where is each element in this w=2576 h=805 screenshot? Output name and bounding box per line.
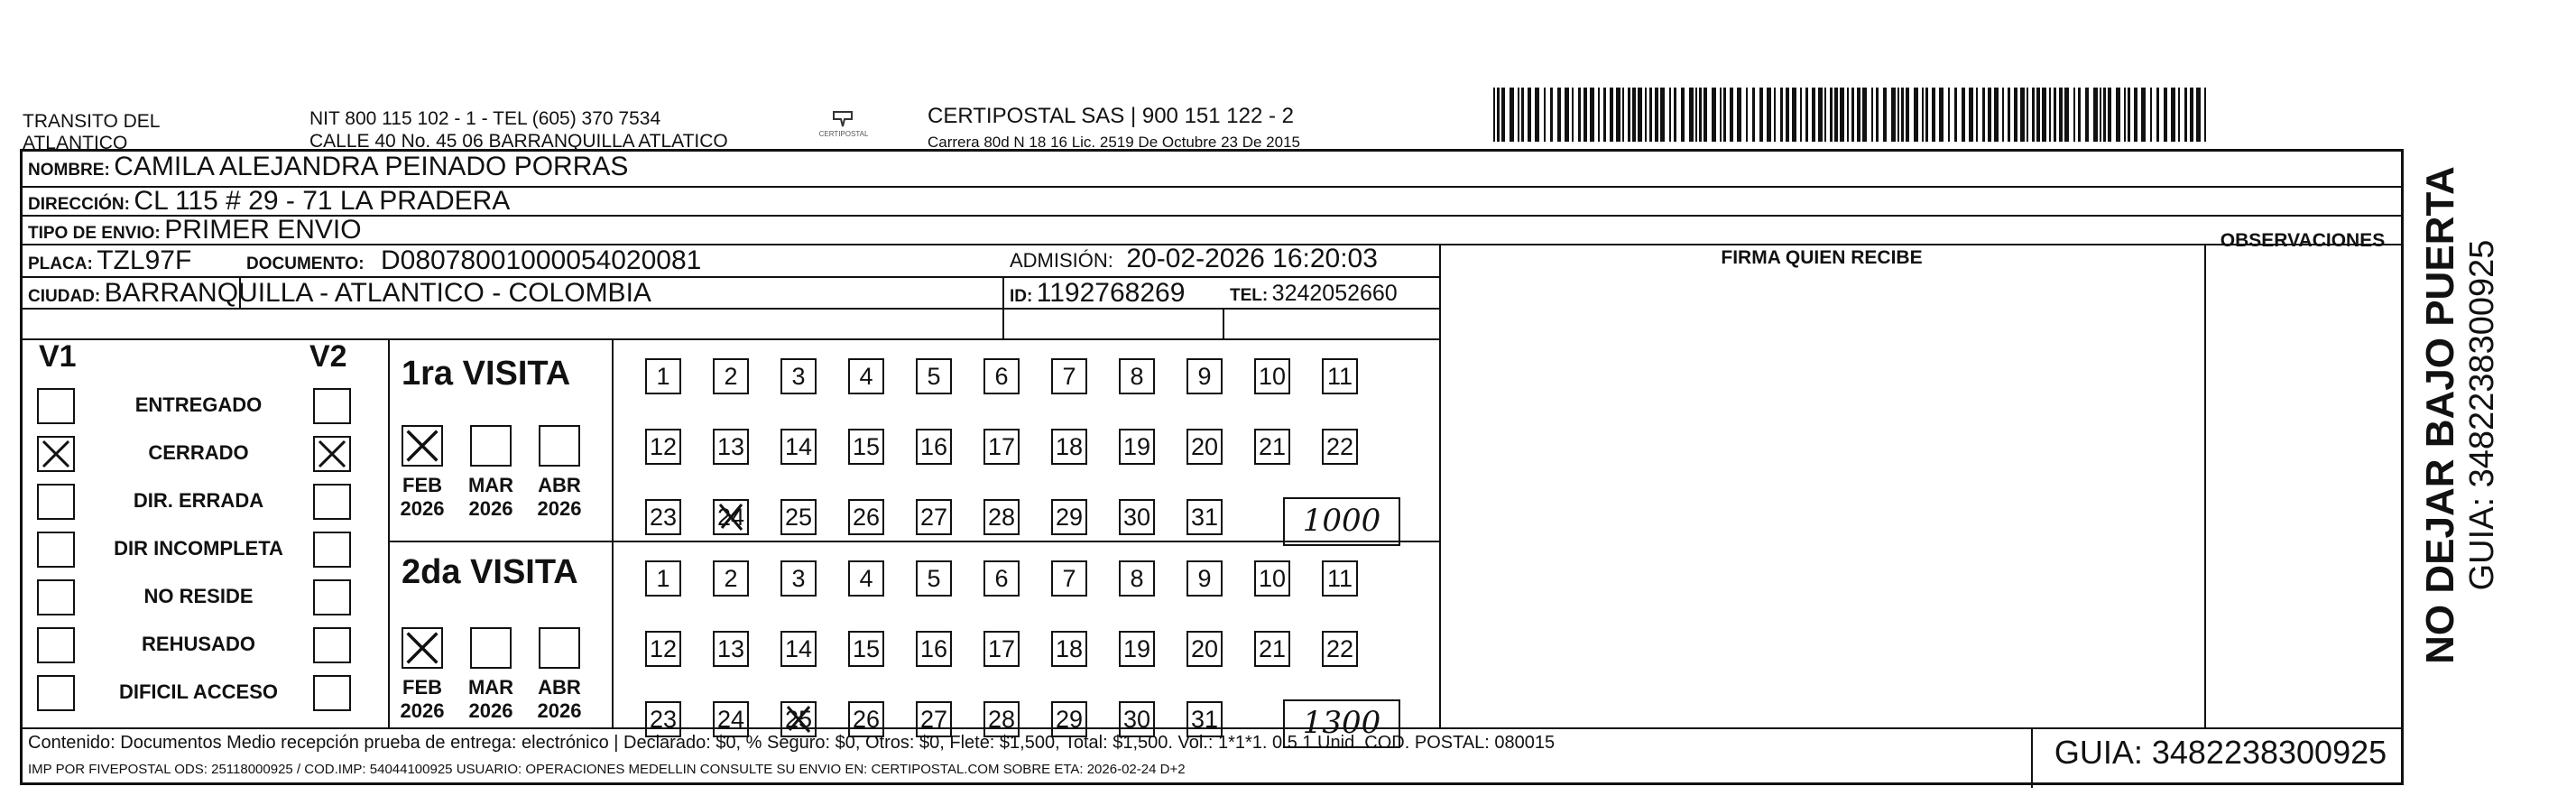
second-day-9: 9 bbox=[1186, 560, 1223, 597]
v2-checkbox bbox=[313, 484, 351, 520]
second-day-30: 30 bbox=[1119, 701, 1155, 737]
certipostal-logo-text: CERTIPOSTAL bbox=[818, 130, 869, 138]
second-visit-time: 1300 bbox=[1283, 699, 1400, 748]
barcode-bar bbox=[2049, 88, 2051, 142]
barcode-bar bbox=[1660, 88, 1665, 142]
documento-value: D08078001000054020081 bbox=[381, 245, 702, 275]
first-day-25: 25 bbox=[780, 499, 817, 535]
tel-label: TEL: bbox=[1230, 286, 1269, 305]
v1-label: V1 bbox=[39, 339, 77, 374]
barcode-bar bbox=[2059, 88, 2063, 142]
status-label: NO RESIDE bbox=[143, 585, 254, 607]
second-day-17: 17 bbox=[983, 631, 1020, 667]
barcode-bar bbox=[1994, 88, 1999, 142]
second-day-16: 16 bbox=[916, 631, 952, 667]
nombre-label: NOMBRE: bbox=[28, 161, 110, 180]
second-day-21: 21 bbox=[1254, 631, 1290, 667]
first-day-27: 27 bbox=[916, 499, 952, 535]
first-day-16: 16 bbox=[916, 429, 952, 465]
barcode-bar bbox=[1988, 88, 1991, 142]
second-day-10: 10 bbox=[1254, 560, 1290, 597]
barcode-bar bbox=[1901, 88, 1904, 142]
barcode-bar bbox=[1976, 88, 1978, 142]
status-label: DIR INCOMPLETA bbox=[114, 537, 283, 560]
barcode-bar bbox=[2014, 88, 2017, 142]
address-line: CALLE 40 No. 45 06 BARRANQUILLA ATLATICO bbox=[309, 131, 728, 152]
first-day-14: 14 bbox=[780, 429, 817, 465]
barcode-bar bbox=[1780, 88, 1783, 142]
second-day-3: 3 bbox=[780, 560, 817, 597]
second-year-label: 2026 bbox=[537, 699, 582, 722]
barcode-bar bbox=[1695, 88, 1697, 142]
barcode-bar bbox=[2171, 88, 2175, 142]
second-month-box-mar bbox=[470, 627, 512, 669]
second-day-29: 29 bbox=[1051, 701, 1087, 737]
barcode-bar bbox=[2124, 88, 2126, 142]
v1-checkbox bbox=[37, 675, 75, 711]
id-field bbox=[1010, 278, 1185, 309]
documento-field bbox=[246, 245, 701, 276]
first-day-15: 15 bbox=[848, 429, 884, 465]
delivery-form bbox=[20, 149, 2404, 785]
barcode-bar bbox=[2008, 88, 2010, 142]
barcode-bar bbox=[1969, 88, 1973, 142]
tipo-envio-label: TIPO DE ENVIO: bbox=[28, 224, 161, 243]
barcode-bar bbox=[1746, 88, 1748, 142]
id-label: ID: bbox=[1010, 287, 1033, 306]
admision-label: ADMISIÓN: bbox=[1010, 249, 1113, 272]
barcode-bar bbox=[1851, 88, 1854, 142]
barcode-bar bbox=[1840, 88, 1844, 142]
barcode-bar bbox=[1578, 88, 1581, 142]
barcode-bar bbox=[1674, 88, 1676, 142]
courier-address: Carrera 80d N 18 16 Lic. 2519 De Octubre 23 De 2015 bbox=[928, 134, 1300, 151]
second-day-23: 23 bbox=[645, 701, 681, 737]
barcode-bar bbox=[1737, 88, 1741, 142]
barcode-bar bbox=[1518, 88, 1519, 142]
documento-label: DOCUMENTO: bbox=[246, 254, 365, 273]
tel-value: 3242052660 bbox=[1271, 281, 1398, 306]
second-day-7: 7 bbox=[1051, 560, 1087, 597]
barcode-bar bbox=[2128, 88, 2130, 142]
first-month-box-feb bbox=[402, 425, 443, 467]
barcode-bar bbox=[2020, 88, 2025, 142]
barcode-bar bbox=[1689, 88, 1694, 142]
first-day-13: 13 bbox=[713, 429, 749, 465]
status-label: DIR. ERRADA bbox=[133, 489, 264, 512]
first-day-21: 21 bbox=[1254, 429, 1290, 465]
guia-box: GUIA: 3482238300925 bbox=[2054, 734, 2387, 771]
barcode-bar bbox=[1800, 88, 1802, 142]
barcode-bar bbox=[2164, 88, 2167, 142]
first-day-22: 22 bbox=[1322, 429, 1358, 465]
barcode-bar bbox=[2085, 88, 2089, 142]
barcode-bar bbox=[1544, 88, 1546, 142]
barcode-bar bbox=[1812, 88, 1815, 142]
v2-checkbox bbox=[313, 675, 351, 711]
barcode-bar bbox=[1501, 88, 1505, 142]
v1-checkbox bbox=[37, 388, 75, 424]
barcode-bar bbox=[2150, 88, 2152, 142]
v1-checkbox bbox=[37, 532, 75, 568]
second-day-5: 5 bbox=[916, 560, 952, 597]
direccion-value: CL 115 # 29 - 71 LA PRADERA bbox=[134, 186, 511, 216]
barcode-bar bbox=[1906, 88, 1909, 142]
barcode-bar bbox=[1649, 88, 1652, 142]
second-year-label: 2026 bbox=[400, 699, 445, 722]
barcode-bar bbox=[1767, 88, 1771, 142]
barcode-bar bbox=[2190, 88, 2193, 142]
second-day-27: 27 bbox=[916, 701, 952, 737]
first-day-19: 19 bbox=[1119, 429, 1155, 465]
barcode-bar bbox=[2042, 88, 2046, 142]
barcode-bar bbox=[1535, 88, 1539, 142]
first-day-20: 20 bbox=[1186, 429, 1223, 465]
barcode-bar bbox=[2156, 88, 2159, 142]
first-day-1: 1 bbox=[645, 358, 681, 394]
barcode-bar bbox=[2078, 88, 2081, 142]
barcode-bar bbox=[1752, 88, 1755, 142]
barcode-bar bbox=[1655, 88, 1658, 142]
second-day-6: 6 bbox=[983, 560, 1020, 597]
first-day-29: 29 bbox=[1051, 499, 1087, 535]
v2-label: V2 bbox=[309, 339, 347, 374]
barcode-bar bbox=[1528, 88, 1531, 142]
first-day-8: 8 bbox=[1119, 358, 1155, 394]
observaciones-label: OBSERVACIONES bbox=[2220, 230, 2386, 251]
barcode-bar bbox=[1847, 88, 1849, 142]
first-day-9: 9 bbox=[1186, 358, 1223, 394]
v2-checkbox bbox=[313, 532, 351, 568]
barcode-bar bbox=[1830, 88, 1833, 142]
second-day-28: 28 bbox=[983, 701, 1020, 737]
v1-checkbox bbox=[37, 579, 75, 615]
first-year-label: 2026 bbox=[537, 497, 582, 520]
first-day-12: 12 bbox=[645, 429, 681, 465]
barcode-bar bbox=[1759, 88, 1763, 142]
barcode-bar bbox=[1583, 88, 1587, 142]
second-day-13: 13 bbox=[713, 631, 749, 667]
barcode-bar bbox=[2064, 88, 2069, 142]
barcode-bar bbox=[1922, 88, 1924, 142]
barcode-bar bbox=[1510, 88, 1514, 142]
placa-label: PLACA: bbox=[28, 254, 93, 273]
v2-checkbox bbox=[313, 579, 351, 615]
second-year-label: 2026 bbox=[468, 699, 513, 722]
first-visit-label: 1ra VISITA bbox=[402, 355, 571, 393]
barcode-bar bbox=[1720, 88, 1722, 142]
barcode-bar bbox=[2178, 88, 2180, 142]
second-month-label: ABR bbox=[538, 676, 581, 699]
v1-checkbox bbox=[37, 436, 75, 472]
v2-checkbox bbox=[313, 627, 351, 663]
barcode-bar bbox=[1891, 88, 1896, 142]
first-day-5: 5 bbox=[916, 358, 952, 394]
barcode-bar bbox=[2100, 88, 2101, 142]
barcode-bar bbox=[2027, 88, 2028, 142]
barcode-bar bbox=[1939, 88, 1944, 142]
status-label: REHUSADO bbox=[142, 633, 255, 655]
second-day-4: 4 bbox=[848, 560, 884, 597]
barcode-bar bbox=[1818, 88, 1823, 142]
barcode-bar bbox=[1622, 88, 1624, 142]
status-label: CERRADO bbox=[148, 441, 249, 464]
first-day-6: 6 bbox=[983, 358, 1020, 394]
barcode-bar bbox=[1862, 88, 1867, 142]
second-day-26: 26 bbox=[848, 701, 884, 737]
barcode-bar bbox=[1616, 88, 1620, 142]
second-day-31: 31 bbox=[1186, 701, 1223, 737]
no-dejar-bajo-puerta: NO DEJAR BAJO PUERTA bbox=[2418, 166, 2462, 664]
barcode-bar bbox=[1962, 88, 1965, 142]
first-day-7: 7 bbox=[1051, 358, 1087, 394]
barcode-bar bbox=[1883, 88, 1887, 142]
second-day-22: 22 bbox=[1322, 631, 1358, 667]
second-day-15: 15 bbox=[848, 631, 884, 667]
nit-line: NIT 800 115 102 - 1 - TEL (605) 370 7534 bbox=[309, 108, 661, 129]
first-day-2: 2 bbox=[713, 358, 749, 394]
barcode-bar bbox=[1954, 88, 1957, 142]
barcode-bar bbox=[2073, 88, 2075, 142]
barcode-bar bbox=[1774, 88, 1776, 142]
side-guia: GUIA: 3482238300925 bbox=[2463, 239, 2501, 591]
barcode-bar bbox=[1572, 88, 1574, 142]
first-year-label: 2026 bbox=[400, 497, 445, 520]
tipo-envio-value: PRIMER ENVIO bbox=[164, 215, 362, 245]
barcode-bar bbox=[1497, 88, 1500, 142]
second-day-12: 12 bbox=[645, 631, 681, 667]
tipo-envio-row bbox=[28, 215, 362, 245]
barcode-bar bbox=[2036, 88, 2040, 142]
barcode-bar bbox=[1669, 88, 1671, 142]
first-month-box-abr bbox=[539, 425, 580, 467]
barcode-bar bbox=[2134, 88, 2137, 142]
barcode-bar bbox=[1557, 88, 1561, 142]
first-day-24: 24 bbox=[713, 499, 749, 535]
barcode-bar bbox=[2196, 88, 2201, 142]
ciudad-row bbox=[28, 278, 651, 309]
first-year-label: 2026 bbox=[468, 497, 513, 520]
courier-line: CERTIPOSTAL SAS | 900 151 122 - 2 bbox=[928, 104, 1294, 128]
imp-line: IMP POR FIVEPOSTAL ODS: 25118000925 / COD.IMP: 54044100925 USUARIO: OPERACIONES MEDELLIN CONSULTE SU ENVIO EN: CERTIPOSTAL.COM SOBRE ETA: 2026-02-24 D+2 bbox=[28, 762, 1186, 777]
first-month-box-mar bbox=[470, 425, 512, 467]
barcode-bar bbox=[1681, 88, 1685, 142]
second-day-11: 11 bbox=[1322, 560, 1358, 597]
second-month-box-abr bbox=[539, 627, 580, 669]
barcode-bar bbox=[2108, 88, 2111, 142]
nombre-row bbox=[28, 152, 628, 182]
first-day-4: 4 bbox=[848, 358, 884, 394]
first-day-31: 31 bbox=[1186, 499, 1223, 535]
barcode-bar bbox=[2054, 88, 2056, 142]
barcode-bar bbox=[1876, 88, 1879, 142]
second-month-label: FEB bbox=[402, 676, 442, 699]
second-visit-label: 2da VISITA bbox=[402, 553, 578, 591]
first-day-23: 23 bbox=[645, 499, 681, 535]
first-visit-time: 1000 bbox=[1283, 497, 1400, 546]
admision-value: 20-02-2026 16:20:03 bbox=[1126, 244, 1378, 273]
barcode-bar bbox=[1598, 88, 1600, 142]
barcode-bar bbox=[1805, 88, 1808, 142]
barcode bbox=[1493, 88, 2215, 142]
barcode-bar bbox=[1521, 88, 1524, 142]
barcode-bar bbox=[1638, 88, 1642, 142]
barcode-bar bbox=[1824, 88, 1826, 142]
tel-field bbox=[1230, 281, 1398, 307]
direccion-label: DIRECCIÓN: bbox=[28, 195, 130, 214]
v2-checkbox bbox=[313, 388, 351, 424]
first-month-label: FEB bbox=[402, 474, 442, 496]
barcode-bar bbox=[1914, 88, 1918, 142]
status-label: ENTREGADO bbox=[134, 393, 263, 416]
barcode-bar bbox=[2184, 88, 2187, 142]
second-day-19: 19 bbox=[1119, 631, 1155, 667]
second-day-14: 14 bbox=[780, 631, 817, 667]
barcode-bar bbox=[2032, 88, 2035, 142]
barcode-bar bbox=[1834, 88, 1838, 142]
barcode-bar bbox=[1730, 88, 1733, 142]
first-day-11: 11 bbox=[1322, 358, 1358, 394]
barcode-bar bbox=[1645, 88, 1647, 142]
barcode-bar bbox=[1628, 88, 1630, 142]
barcode-bar bbox=[1565, 88, 1569, 142]
ciudad-label: CIUDAD: bbox=[28, 287, 101, 306]
first-day-3: 3 bbox=[780, 358, 817, 394]
second-day-25: 25 bbox=[780, 701, 817, 737]
v1-checkbox bbox=[37, 627, 75, 663]
first-day-26: 26 bbox=[848, 499, 884, 535]
first-day-17: 17 bbox=[983, 429, 1020, 465]
barcode-bar bbox=[1948, 88, 1950, 142]
barcode-bar bbox=[1786, 88, 1789, 142]
barcode-bar bbox=[2093, 88, 2098, 142]
barcode-bar bbox=[1550, 88, 1553, 142]
ciudad-value: BARRANQUILLA - ATLANTICO - COLOMBIA bbox=[104, 278, 651, 308]
first-day-28: 28 bbox=[983, 499, 1020, 535]
second-month-box-feb bbox=[402, 627, 443, 669]
barcode-bar bbox=[1590, 88, 1594, 142]
direccion-row bbox=[28, 186, 510, 217]
side-text bbox=[2418, 144, 2517, 686]
barcode-bar bbox=[2103, 88, 2106, 142]
first-month-label: MAR bbox=[467, 474, 514, 496]
second-day-8: 8 bbox=[1119, 560, 1155, 597]
barcode-bar bbox=[1603, 88, 1606, 142]
nombre-value: CAMILA ALEJANDRA PEINADO PORRAS bbox=[114, 152, 629, 181]
barcode-bar bbox=[1925, 88, 1928, 142]
barcode-bar bbox=[1703, 88, 1707, 142]
second-day-1: 1 bbox=[645, 560, 681, 597]
org-name-line1: TRANSITO DEL bbox=[23, 111, 161, 132]
org-name-line2: ATLANTICO bbox=[23, 133, 128, 153]
firma-label: FIRMA QUIEN RECIBE bbox=[1721, 247, 1923, 268]
barcode-bar bbox=[1723, 88, 1726, 142]
placa-field bbox=[28, 245, 191, 276]
certipostal-logo-icon bbox=[812, 108, 875, 144]
barcode-bar bbox=[1699, 88, 1702, 142]
barcode-bar bbox=[1897, 88, 1899, 142]
barcode-bar bbox=[2204, 88, 2206, 142]
barcode-bar bbox=[1932, 88, 1935, 142]
first-day-30: 30 bbox=[1119, 499, 1155, 535]
first-day-10: 10 bbox=[1254, 358, 1290, 394]
id-value: 1192768269 bbox=[1036, 278, 1186, 308]
second-day-24: 24 bbox=[713, 701, 749, 737]
barcode-bar bbox=[2002, 88, 2004, 142]
barcode-bar bbox=[1792, 88, 1796, 142]
second-day-2: 2 bbox=[713, 560, 749, 597]
second-day-20: 20 bbox=[1186, 631, 1223, 667]
barcode-bar bbox=[1871, 88, 1873, 142]
contenido-line: Contenido: Documentos Medio recepción prueba de entrega: electrónico | Declarado: $0, % Seguro: $0, Otros: $0, Flete: $1,500, Total: $1,500. Vol.: 1*1*1. 0.5 1 Unid. COD. POSTAL: 080015 bbox=[28, 733, 1556, 753]
placa-value: TZL97F bbox=[97, 245, 192, 275]
admision-field bbox=[1010, 244, 1378, 274]
second-month-label: MAR bbox=[467, 676, 514, 699]
barcode-bar bbox=[2116, 88, 2120, 142]
barcode-bar bbox=[1493, 88, 1495, 142]
v2-checkbox bbox=[313, 436, 351, 472]
barcode-bar bbox=[2141, 88, 2146, 142]
barcode-bar bbox=[1712, 88, 1716, 142]
status-label: DIFICIL ACCESO bbox=[118, 680, 278, 703]
barcode-bar bbox=[1632, 88, 1636, 142]
first-month-label: ABR bbox=[538, 474, 581, 496]
second-day-18: 18 bbox=[1051, 631, 1087, 667]
barcode-bar bbox=[1857, 88, 1860, 142]
barcode-bar bbox=[1982, 88, 1985, 142]
barcode-bar bbox=[1610, 88, 1613, 142]
first-day-18: 18 bbox=[1051, 429, 1087, 465]
v1-checkbox bbox=[37, 484, 75, 520]
